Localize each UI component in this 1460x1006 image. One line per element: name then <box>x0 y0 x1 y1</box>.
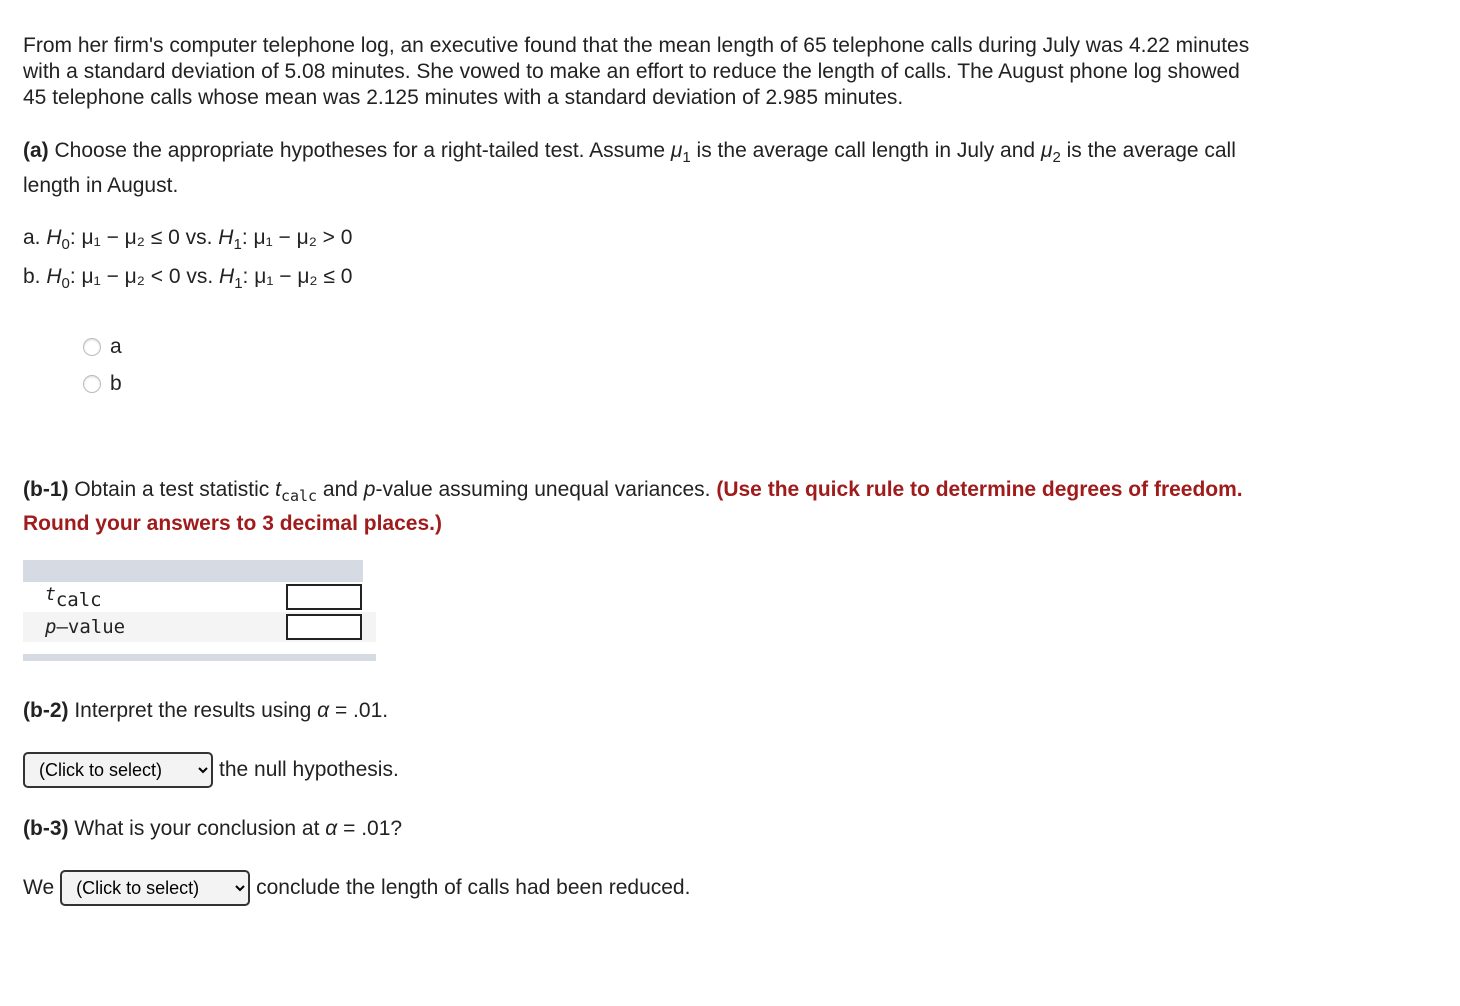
instruction: (Use the quick rule to determine degrees of freedom. <box>716 478 1243 501</box>
part-b1-label: (b-1) <box>23 478 69 501</box>
mu-symbol: μ <box>1040 139 1053 162</box>
text: : μ₁ − μ₂ < 0 vs. <box>69 265 220 288</box>
subscript: 0 <box>61 275 70 292</box>
text: the null hypothesis. <box>219 758 399 781</box>
hypothesis-option-a <box>23 222 352 261</box>
subscript: 1 <box>682 149 691 166</box>
text: b. <box>23 265 47 288</box>
subscript: calc <box>55 588 102 611</box>
part-b3-prompt <box>23 816 402 842</box>
text: H <box>46 226 62 249</box>
part-a-prompt <box>23 136 1236 199</box>
intro-line: From her firm's computer telephone log, an executive found that the mean length of 65 telephone calls during July was 4.22 minutes <box>23 34 1250 57</box>
text: We <box>23 876 55 899</box>
text: p <box>363 478 376 501</box>
text: conclude the length of calls had been reduced. <box>256 876 691 899</box>
alpha-symbol: α <box>317 699 330 722</box>
part-a-label: (a) <box>23 139 49 162</box>
table-row <box>23 582 363 612</box>
radio-button[interactable] <box>83 338 101 356</box>
subscript: 0 <box>61 236 70 253</box>
t-calc-input[interactable] <box>286 584 362 610</box>
text: H <box>46 265 62 288</box>
part-b3-label: (b-3) <box>23 817 69 840</box>
conclusion-select[interactable] <box>60 870 250 906</box>
radio-option-b[interactable] <box>83 372 122 396</box>
part-b2-label: (b-2) <box>23 699 69 722</box>
intro-paragraph <box>23 33 1249 111</box>
text: -value assuming unequal variances. <box>375 478 717 501</box>
subscript: 1 <box>233 236 242 253</box>
text: t <box>45 583 56 605</box>
intro-line: with a standard deviation of 5.08 minutes. She vowed to make an effort to reduce the length of calls. The August phone log showed <box>23 60 1240 83</box>
p-value-label <box>45 616 125 638</box>
text: H <box>219 265 235 288</box>
alpha-symbol: α <box>325 817 338 840</box>
instruction: Round your answers to 3 decimal places.) <box>23 512 442 535</box>
text: = .01? <box>337 817 403 840</box>
part-b2-prompt <box>23 698 388 724</box>
t-calc-label <box>45 584 102 611</box>
text: Obtain a test statistic <box>68 478 276 501</box>
text: : μ₁ − μ₂ > 0 <box>241 226 353 249</box>
p-value-input[interactable] <box>286 614 362 640</box>
intro-line: 45 telephone calls whose mean was 2.125 minutes with a standard deviation of 2.985 minutes. <box>23 86 904 109</box>
text: –value <box>56 616 126 638</box>
table-footer <box>23 654 376 661</box>
answer-table <box>23 560 376 661</box>
text: : μ₁ − μ₂ ≤ 0 <box>242 265 353 288</box>
subscript: 1 <box>234 275 243 292</box>
text: and <box>317 478 364 501</box>
text: H <box>218 226 234 249</box>
part-b1-prompt <box>23 475 1243 537</box>
table-header <box>23 560 363 582</box>
text: is the average call length in July and <box>690 139 1041 162</box>
text: : μ₁ − μ₂ ≤ 0 vs. <box>69 226 219 249</box>
text: is the average call <box>1060 139 1236 162</box>
reject-select[interactable] <box>23 752 213 788</box>
subscript: 2 <box>1052 149 1061 166</box>
part-b3-answer <box>23 870 690 906</box>
text: a. <box>23 226 47 249</box>
table-row <box>23 612 376 642</box>
text: p <box>45 616 57 638</box>
text: length in August. <box>23 174 179 197</box>
subscript: calc <box>280 487 318 505</box>
text: t <box>275 478 281 501</box>
radio-button[interactable] <box>83 375 101 393</box>
radio-label: b <box>110 372 122 395</box>
hypothesis-option-b <box>23 261 352 300</box>
text: What is your conclusion at <box>68 817 326 840</box>
text: Choose the appropriate hypotheses for a right-tailed test. Assume <box>48 139 671 162</box>
mu-symbol: μ <box>670 139 683 162</box>
text: Interpret the results using <box>68 699 318 722</box>
hypothesis-options <box>23 222 352 300</box>
text: = .01. <box>329 699 389 722</box>
radio-label: a <box>110 335 122 358</box>
radio-option-a[interactable] <box>83 335 122 359</box>
part-b2-answer <box>23 752 399 788</box>
